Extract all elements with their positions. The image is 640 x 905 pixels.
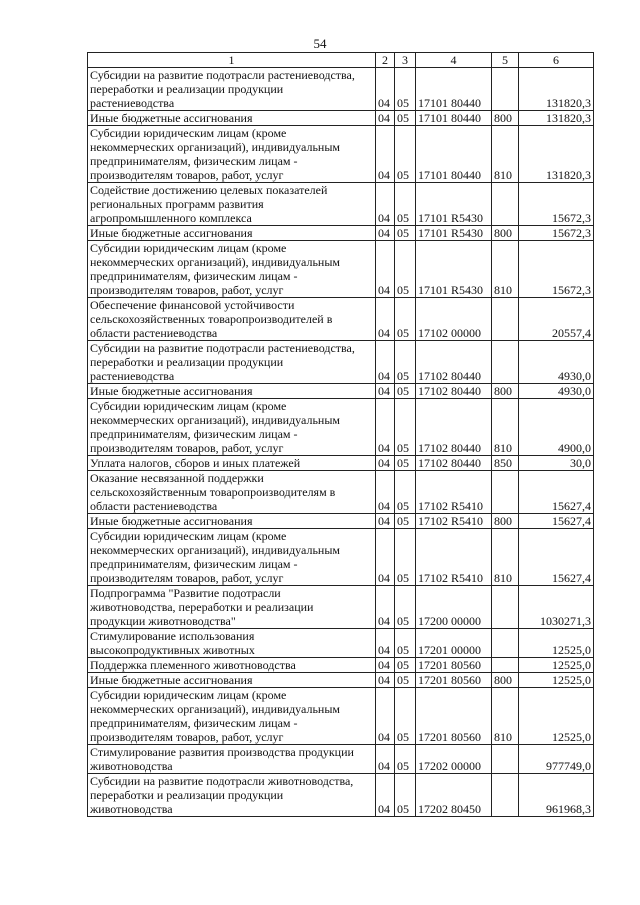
- table-row: [88, 456, 594, 471]
- row-col-3-cell: 05: [395, 384, 416, 399]
- table-row: [88, 399, 594, 456]
- row-col-3-cell: 05: [395, 183, 416, 226]
- row-col-4-cell: 17102 80440: [416, 456, 492, 471]
- row-amount-cell: 15672,3: [519, 241, 594, 298]
- row-col-5-cell: [492, 586, 519, 629]
- table-row: [88, 298, 594, 341]
- row-col-3-cell: 05: [395, 226, 416, 241]
- row-col-4-cell: 17201 80560: [416, 658, 492, 673]
- table-row: [88, 126, 594, 183]
- row-amount-cell: 12525,0: [519, 629, 594, 658]
- table-row: [88, 226, 594, 241]
- row-amount-cell: 15672,3: [519, 183, 594, 226]
- row-name-cell: Субсидии юридическим лицам (кроме некоммерческих организаций), индивидуальным предпринимателям, физическим лицам - производителям товаров, работ, услуг: [88, 126, 376, 183]
- row-col-2-cell: 04: [376, 126, 395, 183]
- row-col-3-cell: 05: [395, 529, 416, 586]
- row-col-3-cell: 05: [395, 126, 416, 183]
- row-name-cell: Иные бюджетные ассигнования: [88, 673, 376, 688]
- row-col-5-cell: 810: [492, 529, 519, 586]
- row-col-3-cell: 05: [395, 399, 416, 456]
- row-col-3-cell: 05: [395, 111, 416, 126]
- row-col-2-cell: 04: [376, 399, 395, 456]
- row-name-cell: Подпрограмма "Развитие подотрасли животноводства, переработки и реализации продукции животноводства": [88, 586, 376, 629]
- table-row: [88, 68, 594, 111]
- row-col-4-cell: 17102 00000: [416, 298, 492, 341]
- table-row: [88, 384, 594, 399]
- row-name-cell: Иные бюджетные ассигнования: [88, 514, 376, 529]
- row-col-2-cell: 04: [376, 745, 395, 774]
- row-name-cell: Стимулирование использования высокопродуктивных животных: [88, 629, 376, 658]
- row-col-4-cell: 17101 80440: [416, 68, 492, 111]
- row-amount-cell: 12525,0: [519, 688, 594, 745]
- row-col-4-cell: 17200 00000: [416, 586, 492, 629]
- row-name-cell: Поддержка племенного животноводства: [88, 658, 376, 673]
- row-col-3-cell: 05: [395, 658, 416, 673]
- row-col-5-cell: [492, 629, 519, 658]
- row-col-4-cell: 17101 80440: [416, 126, 492, 183]
- row-col-4-cell: 17102 80440: [416, 384, 492, 399]
- row-amount-cell: 30,0: [519, 456, 594, 471]
- row-col-2-cell: 04: [376, 774, 395, 817]
- row-col-3-cell: 05: [395, 514, 416, 529]
- row-col-2-cell: 04: [376, 341, 395, 384]
- row-col-3-cell: 05: [395, 745, 416, 774]
- row-col-2-cell: 04: [376, 586, 395, 629]
- header-col-5: 5: [492, 53, 519, 68]
- row-col-5-cell: [492, 183, 519, 226]
- row-col-5-cell: 810: [492, 241, 519, 298]
- row-amount-cell: 977749,0: [519, 745, 594, 774]
- row-amount-cell: 15627,4: [519, 529, 594, 586]
- row-col-2-cell: 04: [376, 629, 395, 658]
- row-amount-cell: 1030271,3: [519, 586, 594, 629]
- table-row: [88, 629, 594, 658]
- table-row: [88, 471, 594, 514]
- row-col-4-cell: 17101 R5430: [416, 183, 492, 226]
- row-name-cell: Уплата налогов, сборов и иных платежей: [88, 456, 376, 471]
- row-name-cell: Субсидии юридическим лицам (кроме некоммерческих организаций), индивидуальным предпринимателям, физическим лицам - производителям товаров, работ, услуг: [88, 399, 376, 456]
- row-col-3-cell: 05: [395, 456, 416, 471]
- table-row: [88, 658, 594, 673]
- row-col-2-cell: 04: [376, 183, 395, 226]
- row-amount-cell: 12525,0: [519, 658, 594, 673]
- table-header-row: [88, 53, 594, 68]
- row-col-5-cell: [492, 774, 519, 817]
- row-amount-cell: 4930,0: [519, 341, 594, 384]
- row-amount-cell: 4930,0: [519, 384, 594, 399]
- row-col-5-cell: [492, 68, 519, 111]
- table-row: [88, 688, 594, 745]
- row-col-3-cell: 05: [395, 471, 416, 514]
- row-amount-cell: 131820,3: [519, 111, 594, 126]
- table-row: [88, 241, 594, 298]
- row-col-3-cell: 05: [395, 241, 416, 298]
- row-col-2-cell: 04: [376, 529, 395, 586]
- row-col-4-cell: 17202 80450: [416, 774, 492, 817]
- row-col-2-cell: 04: [376, 673, 395, 688]
- row-name-cell: Содействие достижению целевых показателей региональных программ развития агропромышленного комплекса: [88, 183, 376, 226]
- row-col-4-cell: 17102 80440: [416, 341, 492, 384]
- table-row: [88, 111, 594, 126]
- header-col-1: 1: [88, 53, 376, 68]
- row-name-cell: Субсидии юридическим лицам (кроме некоммерческих организаций), индивидуальным предпринимателям, физическим лицам - производителям товаров, работ, услуг: [88, 688, 376, 745]
- row-col-2-cell: 04: [376, 298, 395, 341]
- row-name-cell: Иные бюджетные ассигнования: [88, 111, 376, 126]
- table-row: [88, 774, 594, 817]
- row-col-5-cell: 850: [492, 456, 519, 471]
- table-row: [88, 673, 594, 688]
- header-col-6: 6: [519, 53, 594, 68]
- row-name-cell: Субсидии на развитие подотрасли растениеводства, переработки и реализации продукции растениеводства: [88, 341, 376, 384]
- header-col-2: 2: [376, 53, 395, 68]
- row-col-3-cell: 05: [395, 673, 416, 688]
- row-col-4-cell: 17201 80560: [416, 688, 492, 745]
- row-col-5-cell: 800: [492, 514, 519, 529]
- row-col-5-cell: [492, 298, 519, 341]
- row-col-5-cell: 810: [492, 688, 519, 745]
- row-col-4-cell: 17101 80440: [416, 111, 492, 126]
- row-col-5-cell: 800: [492, 111, 519, 126]
- row-col-5-cell: [492, 745, 519, 774]
- row-col-3-cell: 05: [395, 688, 416, 745]
- budget-table: [87, 52, 594, 817]
- row-col-5-cell: 800: [492, 673, 519, 688]
- row-name-cell: Стимулирование развития производства продукции животноводства: [88, 745, 376, 774]
- row-amount-cell: 961968,3: [519, 774, 594, 817]
- table-row: [88, 341, 594, 384]
- row-col-3-cell: 05: [395, 341, 416, 384]
- row-col-2-cell: 04: [376, 688, 395, 745]
- row-col-5-cell: [492, 658, 519, 673]
- row-col-2-cell: 04: [376, 68, 395, 111]
- row-col-3-cell: 05: [395, 68, 416, 111]
- row-name-cell: Иные бюджетные ассигнования: [88, 226, 376, 241]
- row-amount-cell: 12525,0: [519, 673, 594, 688]
- row-col-4-cell: 17102 80440: [416, 399, 492, 456]
- header-col-3: 3: [395, 53, 416, 68]
- row-amount-cell: 4900,0: [519, 399, 594, 456]
- table-row: [88, 183, 594, 226]
- row-name-cell: Обеспечение финансовой устойчивости сельскохозяйственных товаропроизводителей в области растениеводства: [88, 298, 376, 341]
- row-col-2-cell: 04: [376, 226, 395, 241]
- row-amount-cell: 131820,3: [519, 68, 594, 111]
- row-name-cell: Субсидии на развитие подотрасли животноводства, переработки и реализации продукции животноводства: [88, 774, 376, 817]
- row-col-2-cell: 04: [376, 111, 395, 126]
- table-row: [88, 529, 594, 586]
- row-col-4-cell: 17102 R5410: [416, 471, 492, 514]
- row-col-5-cell: [492, 471, 519, 514]
- row-col-3-cell: 05: [395, 774, 416, 817]
- table-row: [88, 586, 594, 629]
- row-col-4-cell: 17202 00000: [416, 745, 492, 774]
- row-col-2-cell: 04: [376, 384, 395, 399]
- row-col-2-cell: 04: [376, 241, 395, 298]
- row-amount-cell: 131820,3: [519, 126, 594, 183]
- row-col-3-cell: 05: [395, 586, 416, 629]
- header-col-4: 4: [416, 53, 492, 68]
- row-col-4-cell: 17101 R5430: [416, 241, 492, 298]
- row-amount-cell: 15672,3: [519, 226, 594, 241]
- row-col-5-cell: 800: [492, 384, 519, 399]
- row-col-2-cell: 04: [376, 456, 395, 471]
- row-name-cell: Субсидии юридическим лицам (кроме некоммерческих организаций), индивидуальным предпринимателям, физическим лицам - производителям товаров, работ, услуг: [88, 241, 376, 298]
- table-row: [88, 514, 594, 529]
- row-name-cell: Субсидии на развитие подотрасли растениеводства, переработки и реализации продукции растениеводства: [88, 68, 376, 111]
- row-name-cell: Оказание несвязанной поддержки сельскохозяйственным товаропроизводителям в области растениеводства: [88, 471, 376, 514]
- row-name-cell: Субсидии юридическим лицам (кроме некоммерческих организаций), индивидуальным предпринимателям, физическим лицам - производителям товаров, работ, услуг: [88, 529, 376, 586]
- page-number: 54: [313, 36, 327, 51]
- row-col-4-cell: 17102 R5410: [416, 529, 492, 586]
- row-amount-cell: 15627,4: [519, 471, 594, 514]
- row-name-cell: Иные бюджетные ассигнования: [88, 384, 376, 399]
- row-col-3-cell: 05: [395, 298, 416, 341]
- row-col-2-cell: 04: [376, 471, 395, 514]
- row-col-4-cell: 17101 R5430: [416, 226, 492, 241]
- row-col-5-cell: [492, 341, 519, 384]
- row-col-3-cell: 05: [395, 629, 416, 658]
- row-col-4-cell: 17102 R5410: [416, 514, 492, 529]
- row-amount-cell: 15627,4: [519, 514, 594, 529]
- table-row: [88, 745, 594, 774]
- row-col-4-cell: 17201 00000: [416, 629, 492, 658]
- row-col-2-cell: 04: [376, 658, 395, 673]
- row-col-5-cell: 810: [492, 399, 519, 456]
- row-col-5-cell: 810: [492, 126, 519, 183]
- row-col-2-cell: 04: [376, 514, 395, 529]
- row-amount-cell: 20557,4: [519, 298, 594, 341]
- row-col-5-cell: 800: [492, 226, 519, 241]
- row-col-4-cell: 17201 80560: [416, 673, 492, 688]
